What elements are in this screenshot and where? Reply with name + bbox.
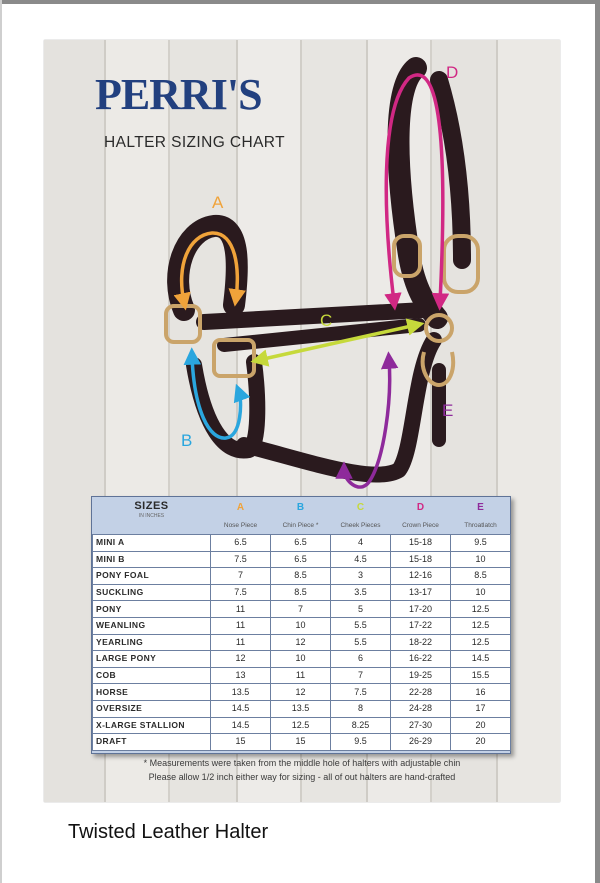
value-cell: 22-28 — [391, 684, 451, 701]
frame-border-top — [0, 0, 600, 4]
halter-diagram — [44, 40, 560, 500]
label-c: C — [320, 311, 333, 330]
table-row — [93, 734, 511, 751]
table-row — [93, 568, 511, 585]
value-cell: 12.5 — [451, 601, 511, 618]
value-cell: 7 — [271, 601, 331, 618]
value-cell: 5.5 — [331, 634, 391, 651]
value-cell: 10 — [271, 651, 331, 668]
value-cell: 7.5 — [211, 551, 271, 568]
value-cell: 17 — [451, 700, 511, 717]
value-cell: 7.5 — [331, 684, 391, 701]
value-cell: 11 — [211, 634, 271, 651]
value-cell: 7 — [331, 667, 391, 684]
sizes-table — [92, 497, 511, 751]
sizes-table-card — [91, 496, 511, 754]
value-cell: 15 — [271, 734, 331, 751]
size-name: YEARLING — [93, 634, 211, 651]
crown-strap — [399, 68, 437, 318]
value-cell: 12.5 — [271, 717, 331, 734]
value-cell: 15-18 — [391, 551, 451, 568]
brand-logo: PERRI'S — [95, 70, 262, 119]
value-cell: 6.5 — [271, 551, 331, 568]
size-name: MINI B — [93, 551, 211, 568]
value-cell: 15 — [211, 734, 271, 751]
frame-border-right — [595, 0, 600, 883]
value-cell: 14.5 — [451, 651, 511, 668]
value-cell: 9.5 — [331, 734, 391, 751]
value-cell: 12 — [211, 651, 271, 668]
value-cell: 7.5 — [211, 584, 271, 601]
value-cell: 5.5 — [331, 617, 391, 634]
value-cell: 24-28 — [391, 700, 451, 717]
value-cell: 12 — [271, 634, 331, 651]
value-cell: 17-20 — [391, 601, 451, 618]
value-cell: 10 — [271, 617, 331, 634]
column-letter: E — [477, 502, 484, 513]
value-cell: 7 — [211, 568, 271, 585]
label-d: D — [446, 63, 459, 82]
size-name: OVERSIZE — [93, 700, 211, 717]
throat-strap — [244, 340, 434, 475]
value-cell: 3 — [331, 568, 391, 585]
value-cell: 12.5 — [451, 634, 511, 651]
label-e: E — [442, 401, 454, 420]
value-cell: 5 — [331, 601, 391, 618]
value-cell: 16 — [451, 684, 511, 701]
size-name: HORSE — [93, 684, 211, 701]
value-cell: 6.5 — [211, 535, 271, 552]
table-row — [93, 617, 511, 634]
size-name: SUCKLING — [93, 584, 211, 601]
table-row — [93, 717, 511, 734]
column-label: Chin Piece * — [282, 522, 319, 529]
size-name: DRAFT — [93, 734, 211, 751]
value-cell: 13.5 — [211, 684, 271, 701]
column-letter: A — [236, 502, 245, 513]
value-cell: 6 — [331, 651, 391, 668]
size-name: WEANLING — [93, 617, 211, 634]
size-name: COB — [93, 667, 211, 684]
value-cell: 20 — [451, 717, 511, 734]
value-cell: 4 — [331, 535, 391, 552]
column-label: Cheek Pieces — [340, 522, 381, 529]
value-cell: 11 — [271, 667, 331, 684]
value-cell: 10 — [451, 584, 511, 601]
value-cell: 15-18 — [391, 535, 451, 552]
size-name: X-LARGE STALLION — [93, 717, 211, 734]
value-cell: 10 — [451, 551, 511, 568]
value-cell: 8 — [331, 700, 391, 717]
table-row — [93, 535, 511, 552]
column-header-c — [331, 497, 391, 535]
table-row — [93, 684, 511, 701]
table-row — [93, 667, 511, 684]
value-cell: 15.5 — [451, 667, 511, 684]
product-caption: Twisted Leather Halter — [68, 821, 269, 843]
column-label: Throatlatch — [464, 522, 497, 529]
column-label: Nose Piece — [223, 522, 258, 529]
value-cell: 17-22 — [391, 617, 451, 634]
column-header-d — [391, 497, 451, 535]
value-cell: 12.5 — [451, 617, 511, 634]
size-name: PONY — [93, 601, 211, 618]
size-name: MINI A — [93, 535, 211, 552]
size-name: LARGE PONY — [93, 651, 211, 668]
sizes-subtitle: IN INCHES — [138, 513, 165, 519]
table-row — [93, 634, 511, 651]
value-cell: 14.5 — [211, 717, 271, 734]
value-cell: 13 — [211, 667, 271, 684]
value-cell: 8.5 — [271, 568, 331, 585]
value-cell: 20 — [451, 734, 511, 751]
table-row — [93, 584, 511, 601]
label-b: B — [181, 431, 193, 450]
value-cell: 19-25 — [391, 667, 451, 684]
value-cell: 9.5 — [451, 535, 511, 552]
label-a: A — [212, 193, 224, 212]
table-row — [93, 651, 511, 668]
value-cell: 12 — [271, 684, 331, 701]
value-cell: 4.5 — [331, 551, 391, 568]
value-cell: 26-29 — [391, 734, 451, 751]
table-row — [93, 700, 511, 717]
table-row — [93, 601, 511, 618]
value-cell: 16-22 — [391, 651, 451, 668]
column-label: Crown Piece — [402, 522, 439, 529]
value-cell: 3.5 — [331, 584, 391, 601]
value-cell: 13.5 — [271, 700, 331, 717]
value-cell: 8.25 — [331, 717, 391, 734]
value-cell: 8.5 — [271, 584, 331, 601]
value-cell: 13-17 — [391, 584, 451, 601]
column-header-e — [451, 497, 511, 535]
column-letter: C — [356, 502, 365, 513]
sizes-title: SIZES — [134, 500, 169, 512]
value-cell: 8.5 — [451, 568, 511, 585]
sizing-chart-poster — [44, 40, 560, 802]
table-header-row — [93, 497, 511, 535]
footnote-allowance: Please allow 1/2 inch either way for sizing - all of out halters are hand-crafted — [148, 772, 456, 782]
value-cell: 12-16 — [391, 568, 451, 585]
value-cell: 27-30 — [391, 717, 451, 734]
column-letter: B — [296, 502, 305, 513]
size-name: PONY FOAL — [93, 568, 211, 585]
column-header-a — [211, 497, 271, 535]
chart-subtitle: HALTER SIZING CHART — [104, 134, 285, 151]
value-cell: 14.5 — [211, 700, 271, 717]
frame-border-left — [0, 0, 2, 883]
footnote-measurements: * Measurements were taken from the middle hole of halters with adjustable chin — [143, 758, 461, 768]
value-cell: 11 — [211, 617, 271, 634]
value-cell: 11 — [211, 601, 271, 618]
value-cell: 6.5 — [271, 535, 331, 552]
sizes-header — [93, 497, 211, 535]
column-header-b — [271, 497, 331, 535]
column-letter: D — [416, 502, 425, 513]
value-cell: 18-22 — [391, 634, 451, 651]
table-row — [93, 551, 511, 568]
